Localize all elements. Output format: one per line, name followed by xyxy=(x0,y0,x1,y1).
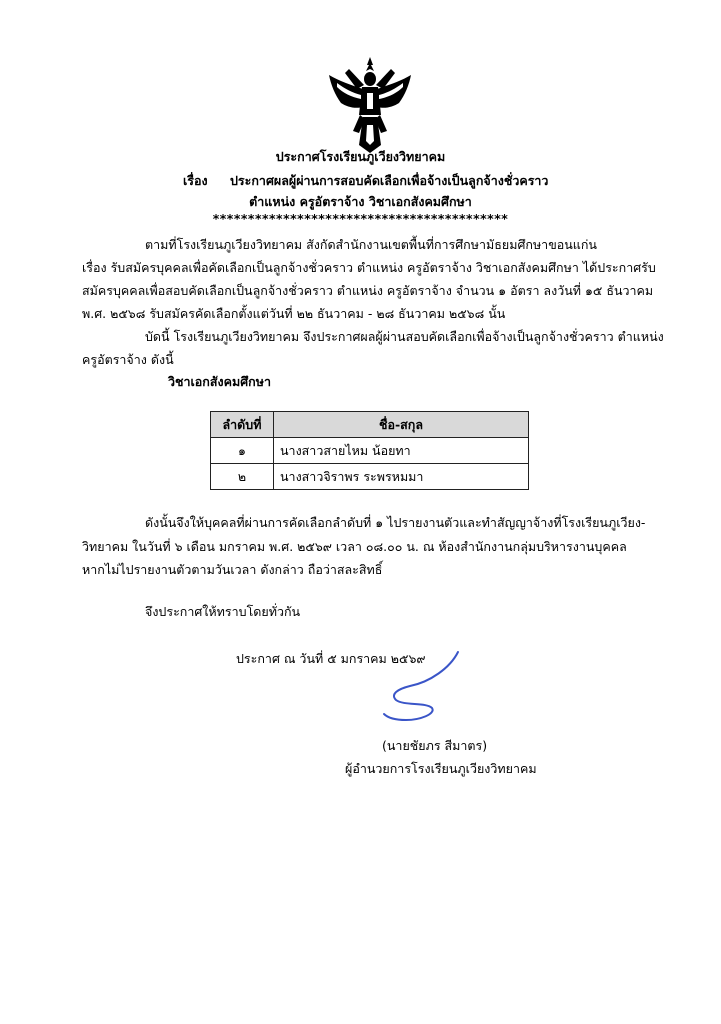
table-row xyxy=(211,464,529,490)
subject-label: เรื่อง xyxy=(183,173,208,188)
announcement-date: ประกาศ ณ วันที่ ๕ มกราคม ๒๕๖๙ xyxy=(236,651,426,666)
paragraph-line: สมัครบุคคลเพื่อสอบคัดเลือกเป็นลูกจ้างชั่วคราว ตำแหน่ง ครูอัตราจ้าง จำนวน ๑ อัตรา ลงวันที่ ๑๕ ธันวาคม xyxy=(82,283,654,298)
row-order: ๒ xyxy=(211,464,274,490)
column-header-order: ลำดับที่ xyxy=(211,412,274,438)
paragraph-line: ครูอัตราจ้าง ดังนี้ xyxy=(82,352,174,367)
table-header-row xyxy=(211,412,529,438)
signature-image xyxy=(380,648,470,728)
signer-name: (นายชัยภร สีมาตร) xyxy=(382,738,488,753)
paragraph-line: เรื่อง รับสมัครบุคคลเพื่อคัดเลือกเป็นลูกจ้างชั่วคราว ตำแหน่ง ครูอัตราจ้าง วิชาเอกสังคมศึกษา ได้ประกาศรับ xyxy=(82,260,656,275)
paragraph-line: บัดนี้ โรงเรียนภูเวียงวิทยาคม จึงประกาศผลผู้ผ่านสอบคัดเลือกเพื่อจ้างเป็นลูกจ้างชั่วคราว ตำแหน่ง xyxy=(145,329,664,344)
column-header-name: ชื่อ-สกุล xyxy=(274,412,529,438)
announcement-title: ประกาศโรงเรียนภูเวียงวิทยาคม xyxy=(275,149,446,164)
row-name: นางสาวจิราพร ระพรหมมา xyxy=(274,464,529,490)
position-line: ตำแหน่ง ครูอัตราจ้าง วิชาเอกสังคมศึกษา xyxy=(249,194,472,209)
separator-line: ****************************************** xyxy=(212,211,509,226)
row-name: นางสาวสายไหม น้อยทา xyxy=(274,438,529,464)
paragraph-line: หากไม่ไปรายงานตัวตามวันเวลา ดังกล่าว ถือว่าสละสิทธิ์ xyxy=(82,562,383,577)
row-order: ๑ xyxy=(211,438,274,464)
names-table xyxy=(210,411,529,490)
garuda-emblem-icon xyxy=(327,55,413,155)
subject-text: ประกาศผลผู้ผ่านการสอบคัดเลือกเพื่อจ้างเป็นลูกจ้างชั่วคราว xyxy=(230,173,549,188)
table-row xyxy=(211,438,529,464)
subject-heading: วิชาเอกสังคมศึกษา xyxy=(168,374,271,389)
notice-line: จึงประกาศให้ทราบโดยทั่วกัน xyxy=(145,604,301,619)
signer-title: ผู้อำนวยการโรงเรียนภูเวียงวิทยาคม xyxy=(345,761,537,776)
paragraph-line: พ.ศ. ๒๕๖๘ รับสมัครคัดเลือกตั้งแต่วันที่ ๒๒ ธันวาคม - ๒๘ ธันวาคม ๒๕๖๘ นั้น xyxy=(82,306,506,321)
paragraph-line: วิทยาคม ในวันที่ ๖ เดือน มกราคม พ.ศ. ๒๕๖๙ เวลา ๐๘.๐๐ น. ณ ห้องสำนักงานกลุ่มบริหารงานบุคคล xyxy=(82,539,627,554)
paragraph-line: ดังนั้นจึงให้บุคคลที่ผ่านการคัดเลือกลำดับที่ ๑ ไปรายงานตัวและทำสัญญาจ้างที่โรงเรียนภูเวียง- xyxy=(145,515,646,530)
paragraph-line: ตามที่โรงเรียนภูเวียงวิทยาคม สังกัดสำนักงานเขตพื้นที่การศึกษามัธยมศึกษาขอนแก่น xyxy=(145,237,597,252)
